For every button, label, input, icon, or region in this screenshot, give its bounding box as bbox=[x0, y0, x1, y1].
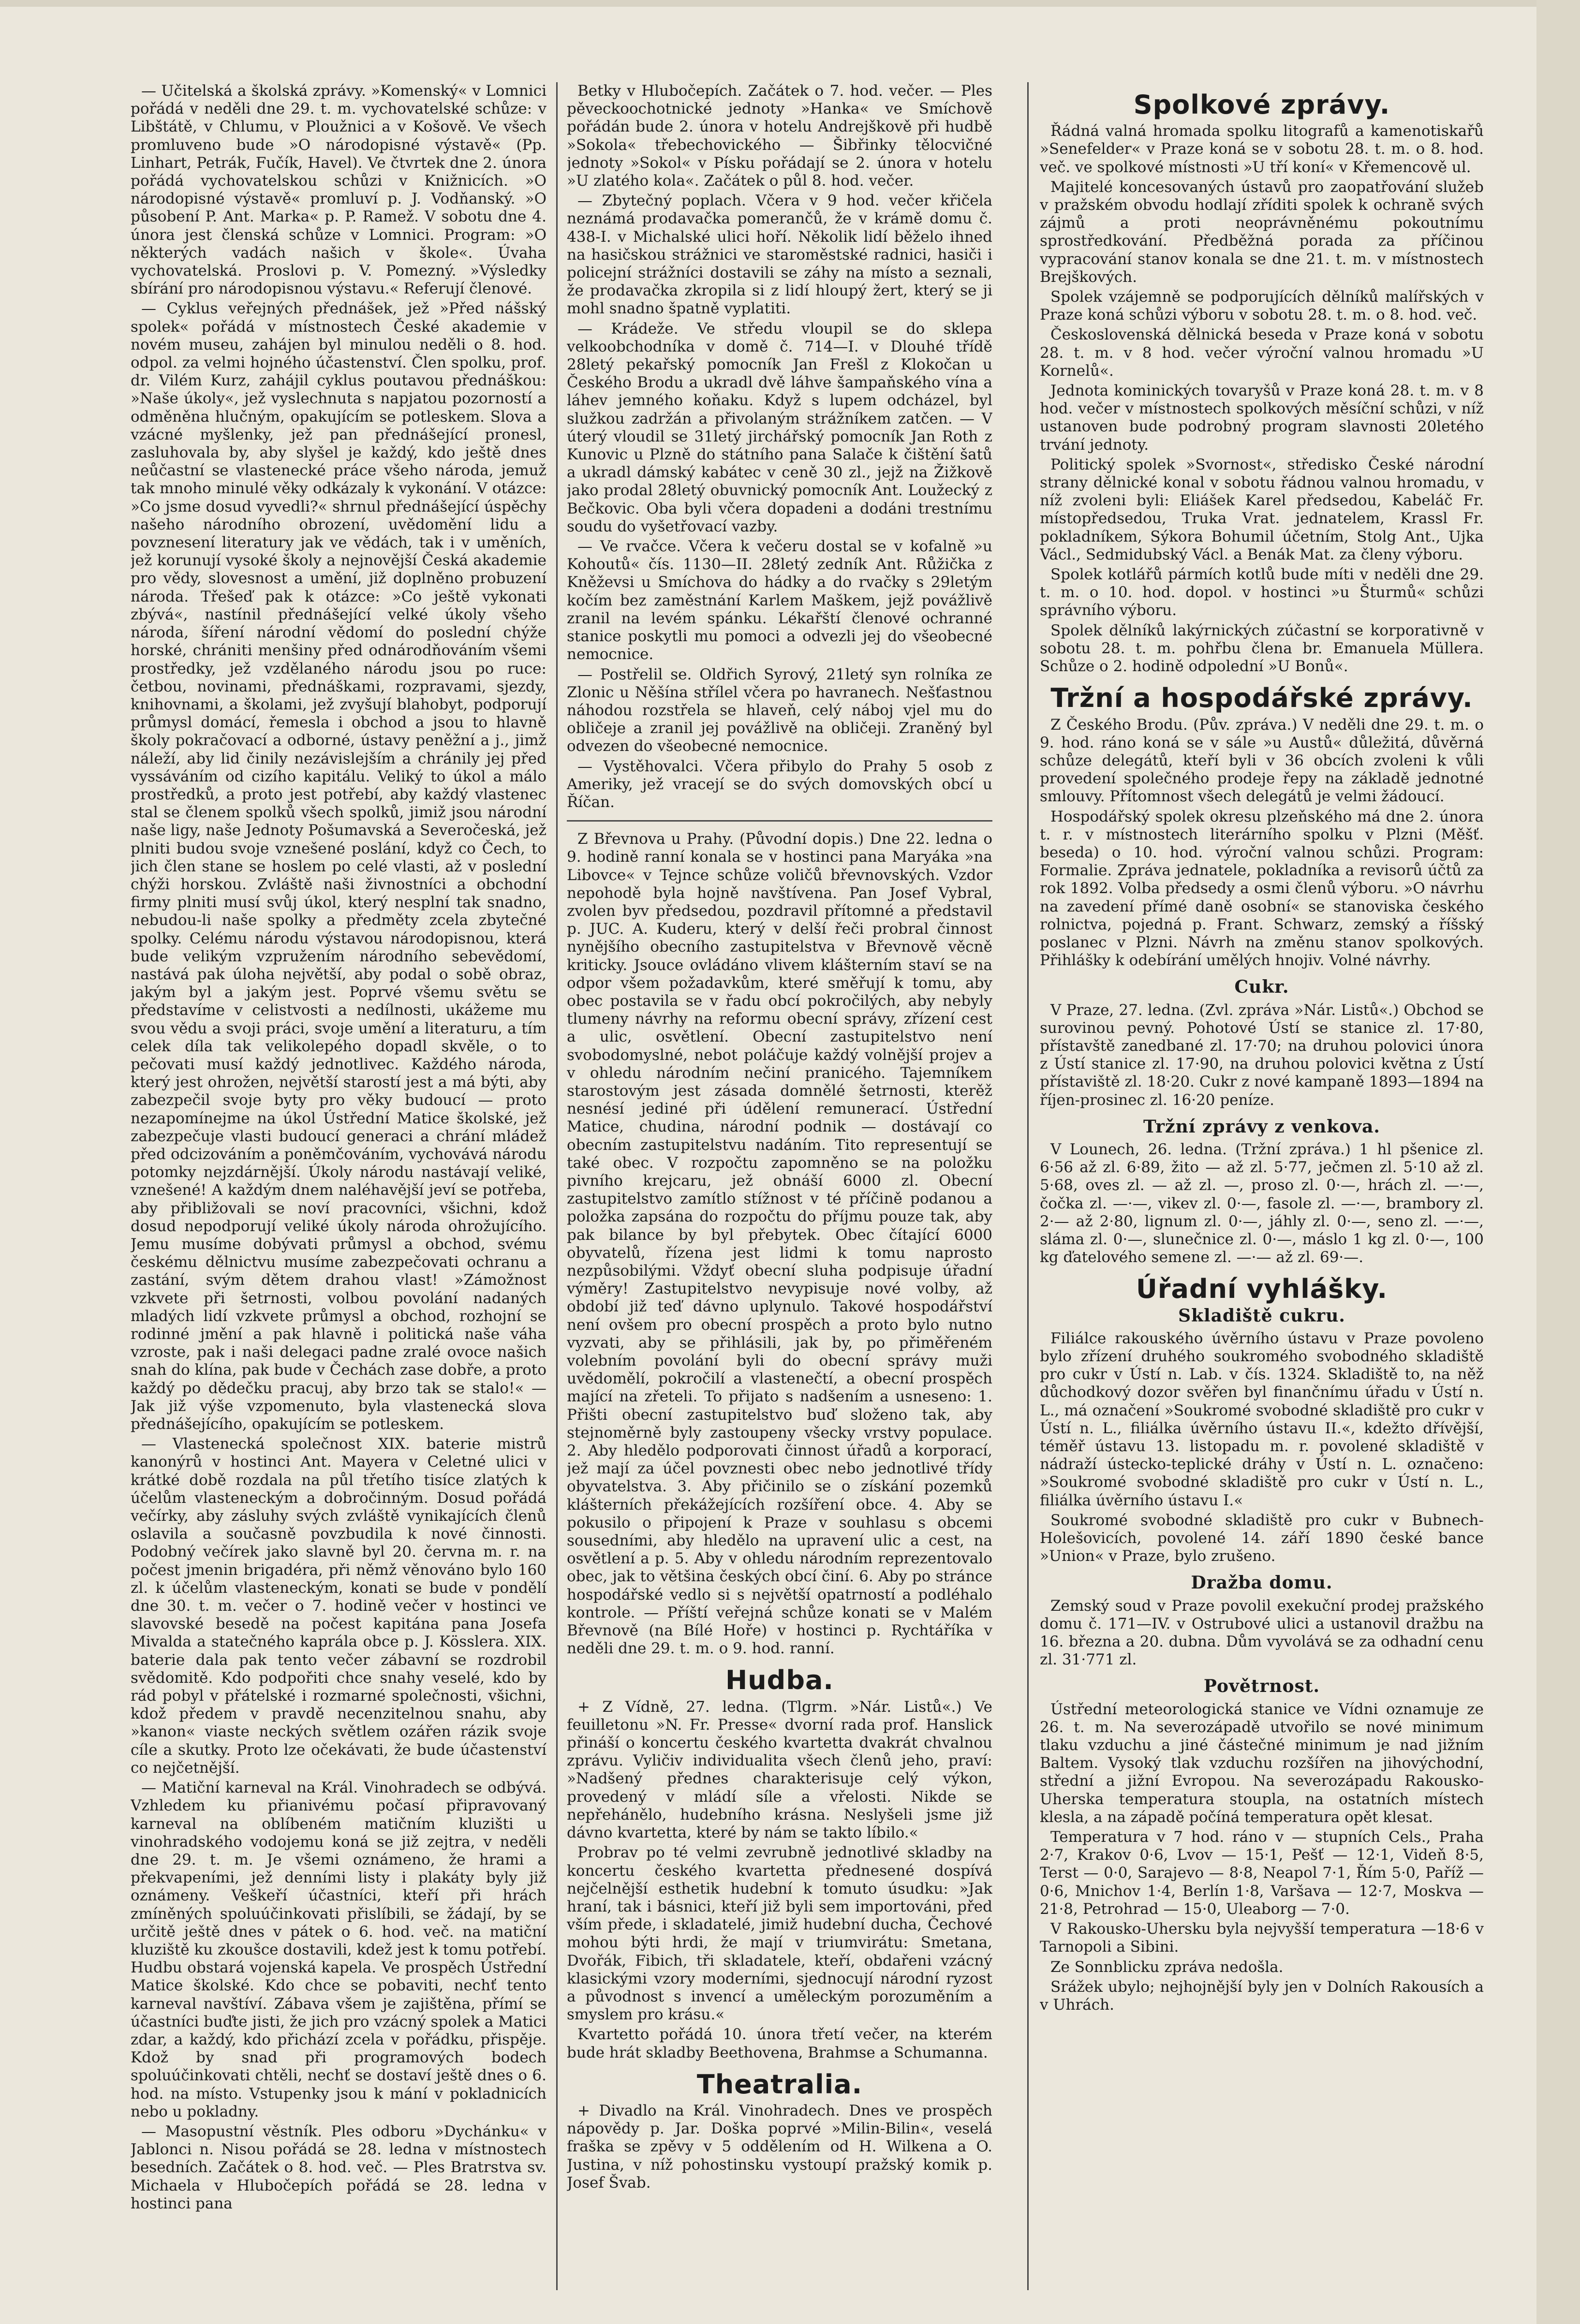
article-paragraph: — Matiční karneval na Král. Vinohradech se odbývá. Vzhledem ku přianivému počasí připravovaný karneval na oblíbeném matičním kluzišti u vinohradského vodojemu koná se již zejtra, v neděli dne 29. t. m. Je všemi oznámeno, že hrami a překvapeními, jež denními listy i plakáty byly již oznámeny. Veškeří účastníci, kteří při hrách zmíněných spoluúčinkovati přislíbili, se žádají, by se určitě ještě dnes v pátek o 6. hod. več. na matiční kluziště ku zkoušce dostavili, kdež jest k tomu potřebí. Hudbu obstará vojenská kapela. Ve prospěch Ústřední Matice školské. Kdo chce se pobaviti, nechť tento karneval navštíví. Zábava všem je zajištěna, přímí se účastníci buďte jisti, že jich pro vzácný spolek a Matici zdar, a každý, kdo přichází zcela v pořádku, přispěje. Kdož by snad při programových bodech spoluúčinkovati chtěli, nechť se dostaví ještě dnes o 6. hod. na místo. Vstupenky jsou k mání v pokladnicích nebo u pokladny. bbox=[131, 1779, 546, 2120]
article-paragraph: Kvartetto pořádá 10. února třetí večer, na kterém bude hrát skladby Beethovena, Brahmse a Schumanna. bbox=[567, 2026, 992, 2061]
subsection-heading: Skladiště cukru. bbox=[1178, 1305, 1345, 1326]
section-divider bbox=[567, 820, 992, 822]
article-paragraph: Z Břevnova u Prahy. (Původní dopis.) Dne 22. ledna o 9. hodině ranní konala se v hostinci pana Maryáka »na Libovce« v Tejnce schůze voličů břevnovských. Vzdor nepohodě byla hojně navštívena. Pan Josef Vybral, zvolen byv předsedou, pozdravil přítomné a představil p. JUC. A. Kuderu, který v delší řeči probral činnost nynějšího obecního zastupitelstva v Břevnově věcně kriticky. Jsouce ovládáno vlivem klášterním staví se na odpor všem požadavkům, které směřují k tomu, aby obec postavila se v řadu obcí pokročilých, aby nebyly tlumeny návrhy na reformu obecní správy, zřízení cest a ulic, osvětlení. Obecní zastupitelstvo není svobodomyslné, nebot poláčuje každý volnější projev a v ohledu národním nečiní pranicého. Tajemníkem starostovým jest zásada domnělé šetrnosti, kterěž nesnésí jediné při údělení remunerací. Ústřední Matice, chudina, národní podnik — dostávají co obecním zastupitelstvu nadáním. Tito representují se také obec. V rozpočtu zapomněno se na položku pivního krejcaru, jež obnáší 6000 zl. Obecní zastupitelstvo zamítlo stížnost v té příčině podanou a položka zapsána do rozpočtu do příjmu pouze tak, aby pak bilance by byl přebytek. Obec čítající 6000 obyvatelů, řízena jest lidmi k tomu naprosto nezpůsobilými. Vždyť obecní sluha podpisuje úřadní výměry! Zastupitelstvo nevypisuje nové volby, až období již teď dávno uplynulo. Takové hospodářství není ovšem pro obecní prospěch a proto bylo nutno vyzvati, aby se přihlásili, jak by, po přiměřeném volebním povolání byli do obecní správy muži uvědomělí, pokročilí a vlastenečtí, a obecní prospěch mající na zřeteli. To přijato s nadšením a usneseno: 1. Přišti obecní zastupitelstvo buď složeno tak, aby stejnoměrně byly zastoupeny všecky vrstvy populace. 2. Aby hledělo podporovati činnost úřadů a korporací, jež mají za účel povznesti obec nebo jednotlivé třídy obyvatelstva. 3. Aby přičinilo se o získání pozemků klášterních překážejících rozšíření obce. 4. Aby se pokusilo o připojení k Praze v souhlasu s obcemi sousedními, aby hledělo na upravení ulic a cest, na osvětlení a p. 5. Aby v ohledu národním reprezentovalo obec, jak to většina českých obcí činí. 6. Aby po stránce hospodářské vedlo si s největší opatrností a podléhalo kontrole. — Příští veřejná schůze konati se v Malém Břevnově (na Bílé Hoře) v hostinci p. Rychtáříka v neděli dne 29. t. m. o 9. hod. ranní. bbox=[567, 830, 992, 1658]
column-left bbox=[131, 82, 546, 2305]
article-paragraph: Jednota kominických tovaryšů v Praze koná 28. t. m. v 8 hod. večer v místnostech spolkových měsíční schůzi, v níž ustanoven bude podrobný program slavnosti 20letého trvání jednoty. bbox=[1040, 382, 1484, 454]
article-paragraph: Ze Sonnblicku zpráva nedošla. bbox=[1050, 1958, 1284, 1976]
article-paragraph: V Lounech, 26. ledna. (Tržní zpráva.) 1 hl pšenice zl. 6·56 až zl. 6·89, žito — až zl. 5·77, ječmen zl. 5·10 až zl. 5·68, oves zl. — až zl. —, proso zl. 0·—, hrách zl. —·—, čočka zl. —·—, vikev zl. 0·—, fasole zl. —·—, brambory zl. 2·— až 2·80, lignum zl. 0·—, jáhly zl. 0·—, seno zl. —·—, sláma zl. 0·—, slunečnice zl. 0·—, máslo 1 kg zl. 0·—, 100 kg ďatelového semene zl. —·— až zl. 69·—. bbox=[1040, 1140, 1484, 1266]
article-paragraph: Spolek kotlářů pármích kotlů bude míti v neděli dne 29. t. m. o 10. hod. dopol. v hostinci »u Šturmů« schůzi správního výboru. bbox=[1040, 566, 1484, 619]
article-paragraph: Srážek ubylo; nejhojnější byly jen v Dolních Rakousích a v Uhrách. bbox=[1040, 1978, 1484, 2014]
article-paragraph: — Zbytečný poplach. Včera v 9 hod. večer křičela neznámá prodavačka pomerančů, že v krámě domu č. 438-I. v Michalské ulici hoří. Několik lidí běželo ihned na hasičskou strážnici ve staroměstské radnici, hasiči i policejní strážníci dostavili se záhy na místo a seznali, že prodavačka zkropila si z lidí hloupý žert, který se ji mohl snadno špatně vyplatiti. bbox=[567, 192, 992, 318]
article-paragraph: — Vlastenecká společnost XIX. baterie mistrů kanonýrů v hostinci Ant. Mayera v Celetné ulici v krátké době rozdala na půl třetího tisíce zlatých k účelům vlasteneckým a dobročinným. Dosud pořádá večírky, aby zásluhy svých zvláště vynikajících členů oslavila a současně povzbudila k nové činnosti. Podobný večírek jako slavně byl 20. června m. r. na počest jmenin brigadéra, při němž věnováno bylo 160 zl. k účelům vlasteneckým, konati se bude v pondělí dne 30. t. m. večer o 7. hodině večer v hostinci ve slavovské besedě na počest kapitána pana Josefa Mivalda a statečného kaprála obce p. J. Kösslera. XIX. baterie dala pak tento večer zábavní se rozdrobil svědomitě. Kdo podpořiti chce snahy veselé, kdo by rád pobyl v přátelské i rozmarné společnosti, všichni, kdož předem v pravdě necenzitelnou snahu, aby »kanon« viaste neckých světlem ozářen rázik svoje cíle a skutky. Proto lze očekávati, že bude účastenství co nejčetnější. bbox=[131, 1435, 546, 1777]
article-paragraph: Spolek dělníků lakýrnických zúčastní se korporativně v sobotu 28. t. m. pohřbu člena br. Emanuela Müllera. Schůze o 2. hodině odpolední »U Bonů«. bbox=[1040, 621, 1484, 676]
page-top-edge bbox=[0, 0, 1580, 7]
article-paragraph: — Cyklus veřejných přednášek, jež »Před nášský spolek« pořádá v místnostech České akademie v novém museu, zahájen byl minulou neděli o 8. hod. odpol. za velmi hojného účastenství. Člen spolku, prof. dr. Vilém Kurz, zahájil cyklus poutavou přednáškou: »Naše úkoly«, jež vyslechnuta s napjatou pozorností a odměněna hlučným, opakujícím se potleskem. Slova a vzácné myšlenky, jež pan přednášející pronesl, zasluhovala by, aby slyšel je každý, kdo ještě dnes neůčastní se vlastenecké práce všeho národa, jemuž tak mnoho minulé věky odkázaly k vykonání. V otázce: »Co jsme dosud vyvedli?« shrnul přednášející úspěchy našeho národního obrození, uvědomění lidu a povznesení literatury jak ve vědách, tak i v uměních, jež korunují vysoké školy a nejnovější Česká akademie pro vědy, slovesnost a umění, již doplněno probuzení národa. Třešeď pak k otázce: »Co ještě vykonati zbývá«, nastínil přednášející velké úkoly všeho národa, šíření národní vědomí do poslední chýže horské, chrániti menšiny před odnárodňováním všemi prostředky, jež vzdělaného národu jsou po ruce: četbou, novinami, přednáškami, rozpravami, sjezdy, knihovnami, a školami, jež zvyšují blahobyt, podporují průmysl domácí, řemesla i obchod a jsou to hlavně školy pokračovací a odborné, ústavy peněžní a j., jimž náleží, aby lid činily nezávislejším a chránily jej před vyssáváním od cizího kapitálu. Veliký to úkol a málo prostředků, a proto jest potřebí, aby každý vlastenec stal se členem spolků všech spolků, jimiž jsou národní naše ligy, naše Jednoty Pošumavská a Severočeská, jež plniti budou svoje vznešené poslání, když co Čech, to jich člen stane se hoslem po celé vlasti, až v poslední chýži horskou. Zvláště naši živnostníci a obchodní firmy plniti musí svůj úkol, který nesplní tak snadno, nebudou-li naše spolky a předměty zcela zbytečné spolky. Celému národu výstavou národopisnou, která bude velikým vzpružením národního sebevědomí, nastává pak úloha největší, aby podal o sobě obraz, jakým byl a jakým jest. Poprvé všemu světu se představíme v celistvosti a nedílnosti, ukážeme mu svou vědu a svoji práci, svoje umění a literaturu, a tím celek díla tak velikolepého dopadl skvěle, o to pečovati musí každý jednotlivec. Každého národa, který jest ohrožen, největší starostí jest a má býti, aby zabezpečil svoje byty pro věky budoucí — proto nezapomínejme na úkol Ústřední Matice školské, jež zabezpečuje vlasti budoucí generaci a chrání mládež před odcizováním a poněmčováním, vychovává národu potomky nejzdárnější. Úkoly národu nastávají veliké, vznešené! A každým dnem naléhavější jeví se potřeba, aby přibližovali se noví pracovníci, všichni, kdož dosud nepodporují veliké úkoly národa ohrožujícího. Jemu musíme dobývati průmysl a obchod, svému českému dělnictvu musíme zabezpečovati ochranu a zastání, svým dětem drahou vlast! »Zámožnost vzkvete při šetrnosti, volbou povolání nadaných mladých lidí vzkvete průmysl a obchod, rozhojní se rodinné jmění a pak hlavně i politická naše váha vzroste, pak i naši delegaci padne zralé ovoce našich snah do klína, pak bude v Čechách zase dobře, a proto každý po dědečku pracuj, aby brzo tak se stalo!« — Jak již výše vzpomenuto, byla vlastenecká slova přednášejícího, opakujícím se potleskem. bbox=[131, 300, 546, 1433]
article-paragraph: Ústřední meteorologická stanice ve Vídni oznamuje ze 26. t. m. Na severozápadě utvořilo se nové minimum tlaku vzduchu a jiné částečné minimum je nad jižním Baltem. Vysoký tlak vzduchu rozšířen na jihovýchodní, střední a jižní Evropou. Na severozápadu Rakousko-Uherska temperatura stoupla, na ostatních místech klesla, a na západě počíná temperatura opět klesat. bbox=[1040, 1700, 1484, 1826]
column-right bbox=[1040, 82, 1484, 2305]
article-paragraph: — Postřelil se. Oldřich Syrový, 21letý syn rolníka ze Zlonic u Něšína střílel včera po havranech. Nešťastnou náhodou rozstřela se hlaveň, celý náboj vjel mu do obličeje a zranil jej povážlivě na obličeji. Zraněný byl odvezen do všeobecné nemocnice. bbox=[567, 665, 992, 755]
section-heading: Tržní a hospodářské zprávy. bbox=[1050, 683, 1473, 714]
section-heading: Hudba. bbox=[725, 1665, 834, 1696]
article-paragraph: Hospodářský spolek okresu plzeňského má dne 2. února t. r. v místnostech literárního spolku v Plzni (Měšť. beseda) o 10. hod. výroční valnou schůzi. Program: Formalie. Zpráva jednatele, pokladníka a revisorů účtů za rok 1892. Volba předsedy a osmi členů výboru. »O návrhu na zavedení přímé daně osobní« se stanoviska českého rolnictva, pojedná p. Frant. Schwarz, zemský a říšský poslanec v Plzni. Návrh na změnu stanov spolkových. Přihlášky k odebírání umělých hnojiv. Volné návrhy. bbox=[1040, 808, 1484, 970]
article-paragraph: V Praze, 27. ledna. (Zvl. zpráva »Nár. Listů«.) Obchod se surovinou pevný. Pohotové Ústí se stanice zl. 17·80, přístavště zanedbané zl. 17·70; na druhou polovici února z Ústí stanice zl. 17·90, na druhou polovici května z Ústí přístaviště zl. 18·20. Cukr z nové kampaně 1893—1894 na říjen-prosinec zl. 16·20 peníze. bbox=[1040, 1001, 1484, 1109]
article-paragraph: — Masopustní věstník. Ples odboru »Dychánku« v Jablonci n. Nisou pořádá se 28. ledna v místnostech besedních. Začátek o 8. hod. več. — Ples Bratrstva sv. Michaela v Hlubočepích pořádá se 28. ledna v hostinci pana bbox=[131, 2122, 546, 2212]
article-paragraph: — Vystěhovalci. Včera přibylo do Prahy 5 osob z Ameriky, jež vracejí se do svých domovských obcí u Říčan. bbox=[567, 757, 992, 811]
article-paragraph: Majitelé koncesovaných ústavů pro zaopatřování služeb v pražském obvodu hodlají zříditi spolek k ochraně svých zájmů a proti neoprávněnému pokoutnímu sprostředkování. Předběžná porada za příčinou vypracování stanov konala se dne 21. t. m. v místnostech Brejškových. bbox=[1040, 178, 1484, 286]
subsection-heading: Cukr. bbox=[1234, 977, 1289, 998]
article-paragraph: Probrav po té velmi zevrubně jednotlivé skladby na koncertu českého kvartetta přednesené dospívá nejčelnější esthetik hudební k tomuto úsudku: »Jak hraní, tak i básnici, kteří již byli sem importováni, před vším přede, i skladatelé, jimiž hudební ducha, Čechové mohou býti hrdi, že mají v triumvirátu: Smetana, Dvořák, Fibich, tři skladatele, kteří, obdařeni vzácný klasickými vzory moderními, sjednocují národní ryzost a původnost s invencí a uměleckým porozuměním a smyslem pro krásu.« bbox=[567, 1844, 992, 2024]
column-middle bbox=[567, 82, 992, 2305]
subsection-heading: Dražba domu. bbox=[1191, 1573, 1333, 1593]
article-paragraph: + Z Vídně, 27. ledna. (Tlgrm. »Nár. Listů«.) Ve feuilletonu »N. Fr. Presse« dvorní rada prof. Hanslick přináší o koncertu českého kvartetta dvakrát chvalnou zprávu. Vyličiv individualita všech členů jeho, praví: »Nadšený přednes charakterisuje celý výkon, provedený v mládí síle a vřelosti. Nikde se nepřehánělo, hudebního krásna. Neslyšeli jsme již dávno kvartetta, které by nám se takto líbilo.« bbox=[567, 1698, 992, 1842]
article-paragraph: Politický spolek »Svornost«, středisko České národní strany dělnické konal v sobotu řádnou valnou hromadu, v níž zvoleni byli: Eliášek Karel předsedou, Kabeláč Fr. místopředsedou, Truka Vrat. jednatelem, Krassl Fr. pokladníkem, Sýkora Bohumil účetním, Stolg Ant., Ujka Václ., Sedmidubský Václ. a Benák Mat. za členy výboru. bbox=[1040, 456, 1484, 563]
article-paragraph: Československá dělnická beseda v Praze koná v sobotu 28. t. m. v 8 hod. večer výroční valnou hromadu »U Kornelů«. bbox=[1040, 326, 1484, 380]
section-heading: Theatralia. bbox=[696, 2069, 863, 2100]
article-paragraph: — Ve rvačce. Včera k večeru dostal se v kofalně »u Kohoutů« čís. 1130—II. 28letý zedník Ant. Růžička z Kněževsi u Smíchova do hádky a do rvačky s 29letým kočím bez zaměstnání Karlem Maškem, jejž povážlivě zranil na levém spánku. Lékařští členové ochranné stanice poskytli mu pomoci a odvezli jej do všeobecné nemocnice. bbox=[567, 538, 992, 663]
article-paragraph: Z Českého Brodu. (Pův. zpráva.) V neděli dne 29. t. m. o 9. hod. ráno koná se v sále »u Austů« důležitá, důvěrná schůze delegátů, kteří byli v 36 obcích zvoleni k vůli provedení společného prodeje řepy na základě jednotné smlouvy. Přítomnost všech delegátů je velmi žádoucí. bbox=[1040, 716, 1484, 806]
article-paragraph: — Krádeže. Ve středu vloupil se do sklepa velkoobchodníka v domě č. 714—I. v Dlouhé třídě 28letý pekařský pomocník Jan Frešl z Klokočan u Českého Brodu a ukradl dvě láhve šampaňského vína a láhev jemného koňaku. Když s lupem odcházel, byl služkou zadržán a přivolaným strážníkem zatčen. — V úterý vloudil se 31letý jirchářský pomocník Jan Roth z Kunovic u Plzně do státního pana Salače k čištění šatů a ukradl dámský kabátec v ceně 30 zl., jejž na Žižkově jako prodal 28letý obuvnický pomocník Ant. Loužecký z Bečkovic. Oba byli včera dopadeni a dodáni trestnímu soudu do vyšetřovací vazby. bbox=[567, 320, 992, 535]
section-heading: Úřadní vyhlášky. bbox=[1136, 1274, 1388, 1305]
article-paragraph: Betky v Hlubočepích. Začátek o 7. hod. večer. — Ples pěveckoochotnické jednoty »Hanka« ve Smíchově pořádán bude 2. února v hotelu Andrejškově při hudbě »Sokola« třebechovického — Šibřinky tělocvičné jednoty »Sokol« v Písku pořádají se 2. února v hotelu »U zlatého kola«. Začátek o půl 8. hod. večer. bbox=[567, 82, 992, 190]
section-heading: Spolkové zprávy. bbox=[1133, 89, 1390, 120]
article-paragraph: — Učitelská a školská zprávy. »Komenský« v Lomnici pořádá v neděli dne 29. t. m. vychovatelské schůze: v Libštátě, v Chlumu, v Ploužnici a v Košově. Ve všech promluveno bude »O národopisné výstavě« (Pp. Linhart, Petrák, Fučík, Havel). Ve čtvrtek dne 2. února pořádá vychovatelskou schůzi v Knižnicích. »O národopisné výstavě« promluví p. J. Vodňanský. »O působení P. Ant. Marka« p. P. Ramež. V sobotu dne 4. února jest členská schůze v Lomnici. Program: »O některých vadách našich v škole«. Úvaha vychovatelská. Proslovi p. V. Pomezný. »Výsledky sbírání pro národopisnou výstavu.« Referují členové. bbox=[131, 82, 546, 298]
subsection-heading: Povětrnost. bbox=[1203, 1676, 1320, 1697]
column-rule bbox=[556, 82, 558, 2290]
article-paragraph: Temperatura v 7 hod. ráno v — stupních Cels., Praha 2·7, Krakov 0·6, Lvov — 15·1, Pešť — 12·1, Videň 8·5, Terst — 0·0, Sarajevo — 8·8, Neapol 7·1, Řím 5·0, Paříž — 0·6, Mnichov 1·4, Berlín 1·8, Varšava — 12·7, Moskva — 21·8, Petrohrad — 15·0, Uleaborg — 7·0. bbox=[1040, 1828, 1484, 1918]
article-paragraph: Filiálce rakouského úvěrního ústavu v Praze povoleno bylo zřízení druhého soukromého svobodného skladiště pro cukr v Ústí n. Lab. v čís. 1324. Skladiště to, na něž důchodkový dozor svěřen byl finančnímu úřadu v Ústí n. L., má označení »Soukromé svobodné skladiště pro cukr v Ústí n. L., filiálka úvěrního ústavu II.«, kdežto dřívější, téměř ústavu 13. listopadu m. r. povolené skladiště v nádraží ústecko-teplické dráhy v Ústí n. L. označeno: »Soukromé svobodné skladiště pro cukr v Ústí n. L., filiálka úvěrního ústavu I.« bbox=[1040, 1329, 1484, 1509]
subsection-heading: Tržní zprávy z venkova. bbox=[1143, 1116, 1380, 1137]
article-paragraph: Soukromé svobodné skladiště pro cukr v Bubnech-Holešovicích, povolené 14. září 1890 české bance »Union« v Praze, bylo zrušeno. bbox=[1040, 1511, 1484, 1565]
column-rule bbox=[1027, 82, 1029, 2290]
article-paragraph: Zemský soud v Praze povolil exekuční prodej pražského domu č. 171—IV. v Ostrubové ulici a ustanovil dražbu na 16. března a 20. dubna. Dům vyvolává se za odhadní cenu zl. 31·771 zl. bbox=[1040, 1597, 1484, 1669]
article-paragraph: + Divadlo na Král. Vinohradech. Dnes ve prospěch nápovědy p. Jar. Doška poprvé »Milin-Bilin«, veselá fraška se zpěvy v 5 oddělením od H. Wilkena a O. Justina, v níž pohostinsku vystoupí pražský komik p. Josef Švab. bbox=[567, 2102, 992, 2192]
page-right-margin bbox=[1536, 0, 1580, 2324]
article-paragraph: Spolek vzájemně se podporujících dělníků malířských v Praze koná schůzi výboru v sobotu 28. t. m. o 8. hod. več. bbox=[1040, 288, 1484, 324]
article-paragraph: V Rakousko-Uhersku byla nejvyšší temperatura —18·6 v Tarnopoli a Sibini. bbox=[1040, 1920, 1484, 1956]
article-paragraph: Řádná valná hromada spolku litografů a kamenotiskařů »Senefelder« v Praze koná se v sobotu 28. t. m. o 8. hod. več. ve spolkové místnosti »U tří koní« v Křemencově ul. bbox=[1040, 122, 1484, 176]
